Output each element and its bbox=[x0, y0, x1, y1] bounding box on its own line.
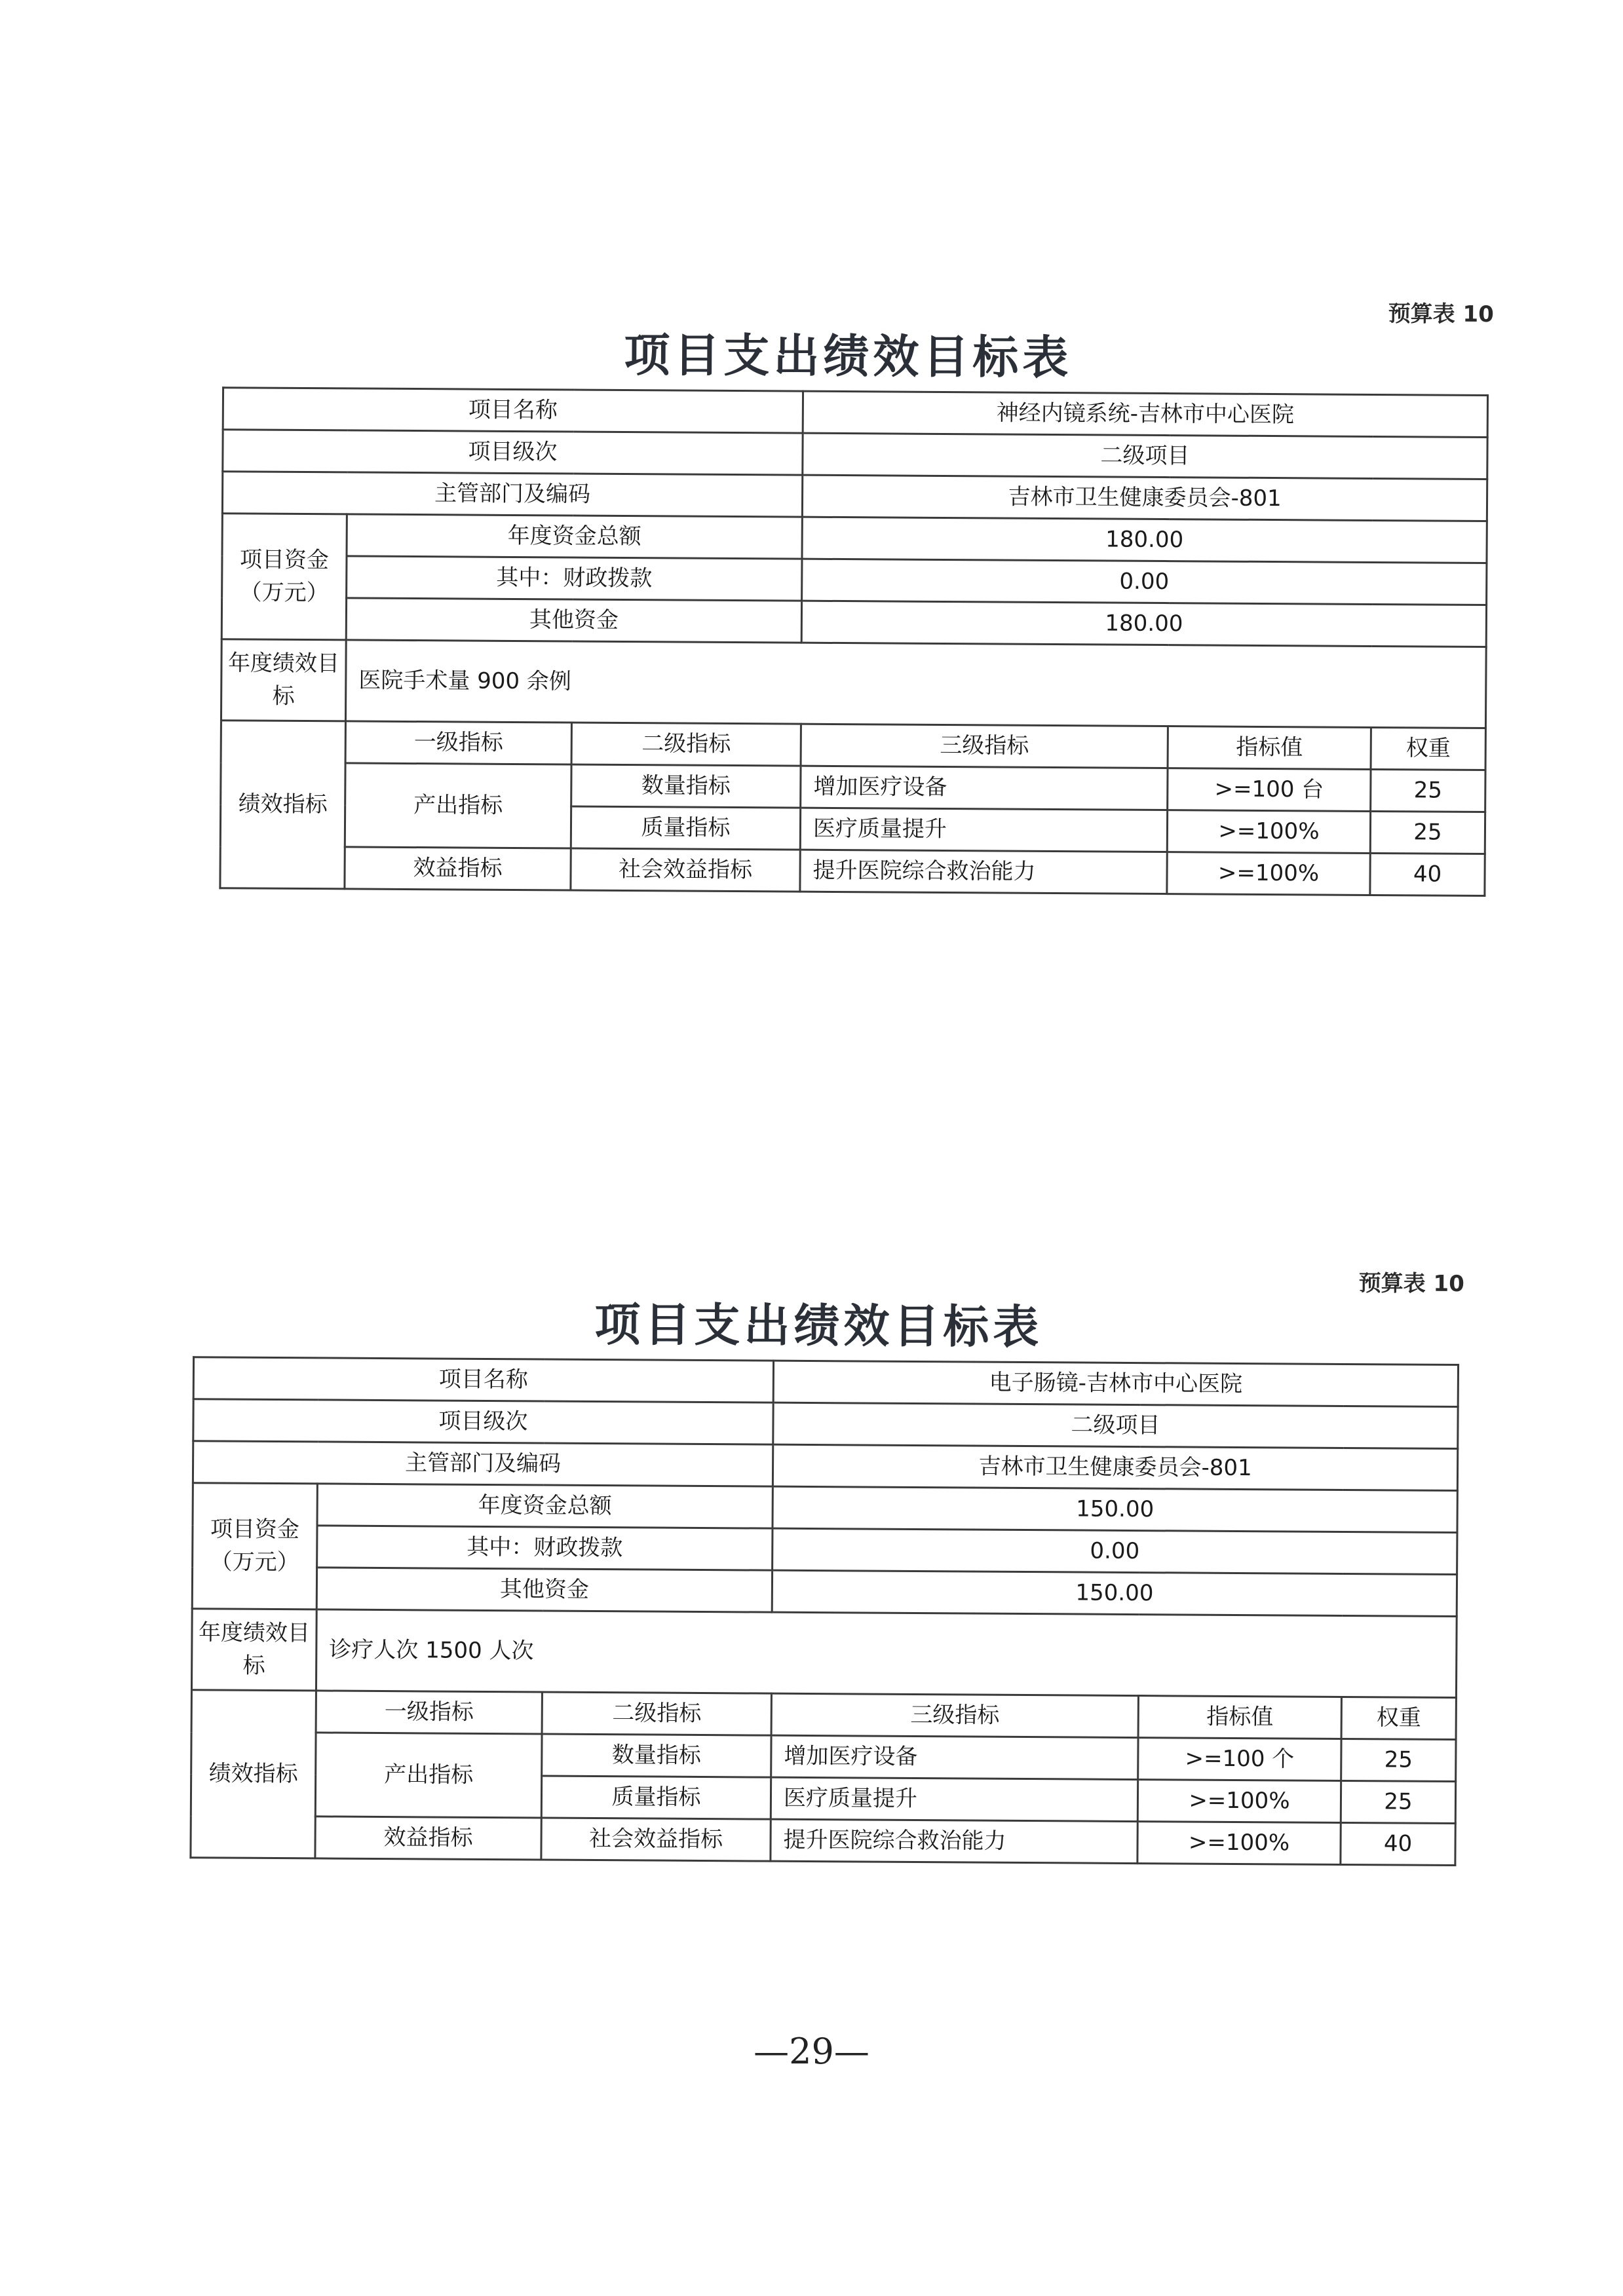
table-title: 项目支出绩效目标表 bbox=[594, 1297, 1043, 1355]
value-cell: >=100% bbox=[1137, 1822, 1341, 1865]
header-level2: 二级指标 bbox=[542, 1692, 771, 1735]
header-level3: 三级指标 bbox=[771, 1693, 1138, 1737]
level2-cell: 社会效益指标 bbox=[571, 848, 800, 892]
value-cell: >=100% bbox=[1167, 810, 1370, 854]
performance-target-table bbox=[189, 1356, 1459, 1866]
table-row bbox=[221, 762, 1485, 812]
header-weight: 权重 bbox=[1371, 727, 1485, 770]
dept-code-label: 主管部门及编码 bbox=[193, 1441, 773, 1486]
header-value: 指标值 bbox=[1168, 726, 1371, 770]
weight-cell: 40 bbox=[1370, 853, 1485, 895]
level3-cell: 增加医疗设备 bbox=[771, 1735, 1138, 1779]
weight-cell: 25 bbox=[1341, 1739, 1456, 1781]
header-level1: 一级指标 bbox=[345, 721, 571, 764]
header-value: 指标值 bbox=[1138, 1696, 1341, 1739]
level3-cell: 增加医疗设备 bbox=[801, 766, 1168, 810]
form-code: 预算表 10 bbox=[1388, 301, 1494, 328]
other-fund-label: 其他资金 bbox=[316, 1568, 772, 1612]
budget-table-section-2 bbox=[167, 1258, 1471, 1857]
indicators-label: 绩效指标 bbox=[220, 721, 346, 889]
weight-cell: 25 bbox=[1341, 1780, 1455, 1823]
level2-cell: 质量指标 bbox=[571, 806, 800, 850]
project-name-value: 神经内镜系统-吉林市中心医院 bbox=[803, 391, 1487, 437]
table-row bbox=[220, 846, 1485, 896]
budget-table-section-1 bbox=[197, 288, 1500, 888]
level3-cell: 提升医院综合救治能力 bbox=[771, 1819, 1137, 1863]
other-fund-value: 150.00 bbox=[772, 1570, 1457, 1616]
fiscal-value: 0.00 bbox=[773, 1528, 1457, 1574]
table-row bbox=[222, 514, 1487, 563]
fiscal-label: 其中：财政拨款 bbox=[347, 556, 802, 601]
table-row bbox=[221, 721, 1485, 770]
header-level3: 三级指标 bbox=[801, 724, 1168, 768]
level3-cell: 提升医院综合救治能力 bbox=[800, 850, 1167, 894]
project-level-value: 二级项目 bbox=[773, 1402, 1458, 1448]
level3-cell: 医疗质量提升 bbox=[771, 1777, 1137, 1821]
header-weight: 权重 bbox=[1341, 1697, 1456, 1739]
level1-cell: 效益指标 bbox=[345, 847, 571, 890]
table-row bbox=[191, 1609, 1457, 1698]
performance-target-table bbox=[219, 386, 1489, 897]
value-cell: >=100% bbox=[1167, 852, 1370, 895]
weight-cell: 40 bbox=[1341, 1822, 1455, 1865]
table-row bbox=[191, 1690, 1456, 1740]
level2-cell: 数量指标 bbox=[571, 764, 801, 808]
level2-cell: 社会效益指标 bbox=[541, 1818, 771, 1861]
fund-label: 项目资金（万元） bbox=[221, 514, 347, 640]
table-row bbox=[193, 1525, 1457, 1575]
other-fund-value: 180.00 bbox=[801, 601, 1486, 647]
dept-code-label: 主管部门及编码 bbox=[222, 472, 802, 517]
table-row bbox=[192, 1567, 1457, 1617]
annual-goal-value: 诊疗人次 1500 人次 bbox=[316, 1609, 1457, 1698]
project-level-label: 项目级次 bbox=[223, 430, 803, 475]
table-row bbox=[193, 1357, 1458, 1407]
fiscal-value: 0.00 bbox=[802, 559, 1487, 605]
table-row bbox=[191, 1816, 1455, 1866]
table-row bbox=[221, 597, 1486, 647]
table-row bbox=[222, 555, 1487, 605]
header-level2: 二级指标 bbox=[571, 723, 801, 766]
page-number: —29— bbox=[754, 2031, 869, 2072]
annual-goal-value: 医院手术量 900 余例 bbox=[345, 640, 1486, 728]
table-row bbox=[193, 1399, 1458, 1449]
level2-cell: 数量指标 bbox=[542, 1734, 771, 1777]
header-level1: 一级指标 bbox=[316, 1691, 542, 1734]
level2-cell: 质量指标 bbox=[541, 1776, 771, 1819]
annual-total-label: 年度资金总额 bbox=[347, 514, 802, 559]
table-row bbox=[222, 472, 1487, 521]
table-row bbox=[191, 1732, 1456, 1782]
annual-goal-label: 年度绩效目标 bbox=[221, 639, 346, 721]
form-code: 预算表 10 bbox=[1358, 1270, 1464, 1298]
table-row bbox=[193, 1441, 1457, 1491]
value-cell: >=100% bbox=[1137, 1780, 1341, 1823]
level1-cell: 效益指标 bbox=[315, 1816, 541, 1860]
annual-total-value: 180.00 bbox=[802, 517, 1487, 563]
value-cell: >=100 个 bbox=[1138, 1738, 1341, 1781]
fund-label: 项目资金（万元） bbox=[192, 1483, 317, 1609]
table-row bbox=[221, 639, 1486, 728]
project-name-label: 项目名称 bbox=[193, 1357, 773, 1402]
table-row bbox=[193, 1483, 1457, 1533]
indicators-label: 绩效指标 bbox=[191, 1690, 316, 1858]
annual-goal-label: 年度绩效目标 bbox=[191, 1609, 316, 1691]
annual-total-value: 150.00 bbox=[773, 1486, 1457, 1532]
weight-cell: 25 bbox=[1371, 769, 1485, 812]
level1-cell: 产出指标 bbox=[345, 763, 571, 848]
level1-cell: 产出指标 bbox=[315, 1733, 542, 1818]
level3-cell: 医疗质量提升 bbox=[800, 808, 1167, 852]
dept-code-value: 吉林市卫生健康委员会-801 bbox=[802, 475, 1487, 521]
project-name-label: 项目名称 bbox=[223, 388, 803, 433]
project-level-label: 项目级次 bbox=[193, 1399, 773, 1444]
annual-total-label: 年度资金总额 bbox=[317, 1484, 773, 1528]
project-name-value: 电子肠镜-吉林市中心医院 bbox=[773, 1361, 1458, 1406]
table-row bbox=[223, 388, 1487, 438]
table-row bbox=[223, 430, 1487, 480]
fiscal-label: 其中：财政拨款 bbox=[317, 1526, 773, 1570]
value-cell: >=100 台 bbox=[1168, 768, 1371, 812]
weight-cell: 25 bbox=[1370, 811, 1485, 854]
project-level-value: 二级项目 bbox=[803, 433, 1487, 479]
dept-code-value: 吉林市卫生健康委员会-801 bbox=[773, 1444, 1457, 1490]
other-fund-label: 其他资金 bbox=[346, 598, 801, 643]
table-title: 项目支出绩效目标表 bbox=[624, 328, 1073, 385]
